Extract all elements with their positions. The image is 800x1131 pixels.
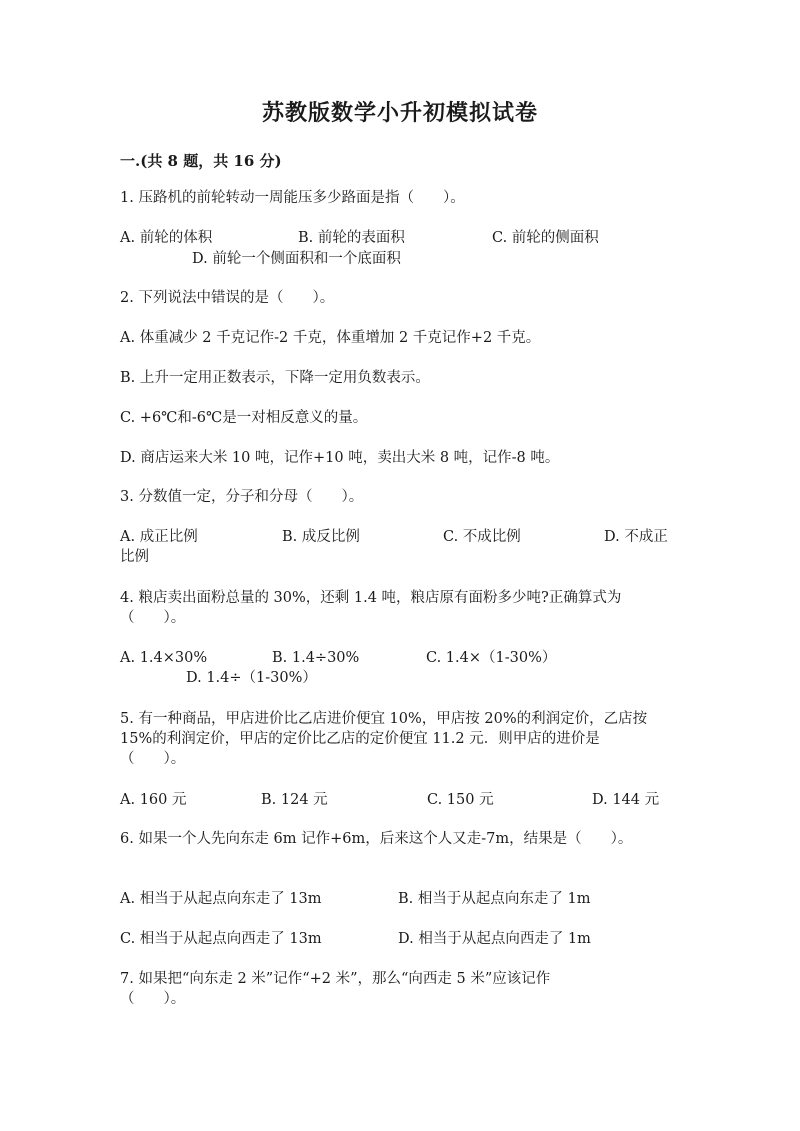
question-5-stem-line2: 15%的利润定价，甲店的定价比乙店的定价便宜 11.2 元．则甲店的进价是 (120, 731, 600, 747)
q3-option-d: D. 不成正比例 (120, 529, 668, 565)
q2-option-d: D. 商店运来大米 10 吨，记作+10 吨，卖出大米 8 吨，记作-8 吨。 (120, 450, 560, 466)
question-7-stem-line1: 7. 如果把“向东走 2 米”记作“+2 米”，那么“向西走 5 米”应该记作 (120, 971, 551, 987)
q6-option-b: B. 相当于从起点向东走了 1m (398, 891, 591, 907)
q5-option-a: A. 160 元 (120, 792, 187, 808)
question-5-stem-line3: （ ）。 (120, 751, 186, 767)
q3-option-b: B. 成反比例 (282, 529, 360, 545)
question-5-stem-line1: 5. 有一种商品，甲店进价比乙店进价便宜 10%，甲店按 20%的利润定价，乙店按 (120, 711, 648, 727)
q4-option-c: C. 1.4×（1-30%） (426, 650, 557, 666)
q4-option-a: A. 1.4×30% (120, 650, 208, 666)
question-4-stem-line1: 4. 粮店卖出面粉总量的 30%，还剩 1.4 吨，粮店原有面粉多少吨?正确算式为 (120, 590, 622, 606)
q3-option-a: A. 成正比例 (120, 529, 198, 545)
q2-option-c: C. +6℃和-6℃是一对相反意义的量。 (120, 410, 368, 426)
q6-option-d: D. 相当于从起点向西走了 1m (398, 931, 591, 947)
q6-option-a: A. 相当于从起点向东走了 13m (120, 891, 322, 907)
q5-option-c: C. 150 元 (427, 792, 494, 808)
question-1-stem: 1. 压路机的前轮转动一周能压多少路面是指（ ）。 (120, 190, 465, 206)
q4-option-b: B. 1.4÷30% (272, 650, 360, 666)
section-heading: 一.(共 8 题，共 16 分) (120, 152, 282, 170)
q5-option-b: B. 124 元 (261, 792, 328, 808)
page-title: 苏教版数学小升初模拟试卷 (261, 100, 538, 126)
q1-option-c: C. 前轮的侧面积 (492, 230, 599, 246)
q2-option-a: A. 体重减少 2 千克记作-2 千克，体重增加 2 千克记作+2 千克。 (120, 330, 541, 346)
q1-option-d: D. 前轮一个侧面积和一个底面积 (192, 251, 401, 267)
q2-option-b: B. 上升一定用正数表示，下降一定用负数表示。 (120, 370, 430, 386)
q6-option-c: C. 相当于从起点向西走了 13m (120, 931, 322, 947)
question-3-stem: 3. 分数值一定，分子和分母（ ）。 (120, 489, 364, 505)
q1-option-b: B. 前轮的表面积 (298, 230, 405, 246)
q1-option-a: A. 前轮的体积 (120, 230, 213, 246)
q5-option-d: D. 144 元 (592, 792, 660, 808)
question-6-stem: 6. 如果一个人先向东走 6m 记作+6m，后来这个人又走-7m，结果是（ ）。 (120, 831, 633, 847)
question-7-stem-line2: （ ）。 (120, 991, 186, 1007)
q3-option-c: C. 不成比例 (443, 529, 521, 545)
question-2-stem: 2. 下列说法中错误的是（ ）。 (120, 290, 335, 306)
q4-option-d: D. 1.4÷（1-30%） (186, 670, 317, 686)
question-4-stem-line2: （ ）。 (120, 610, 186, 626)
